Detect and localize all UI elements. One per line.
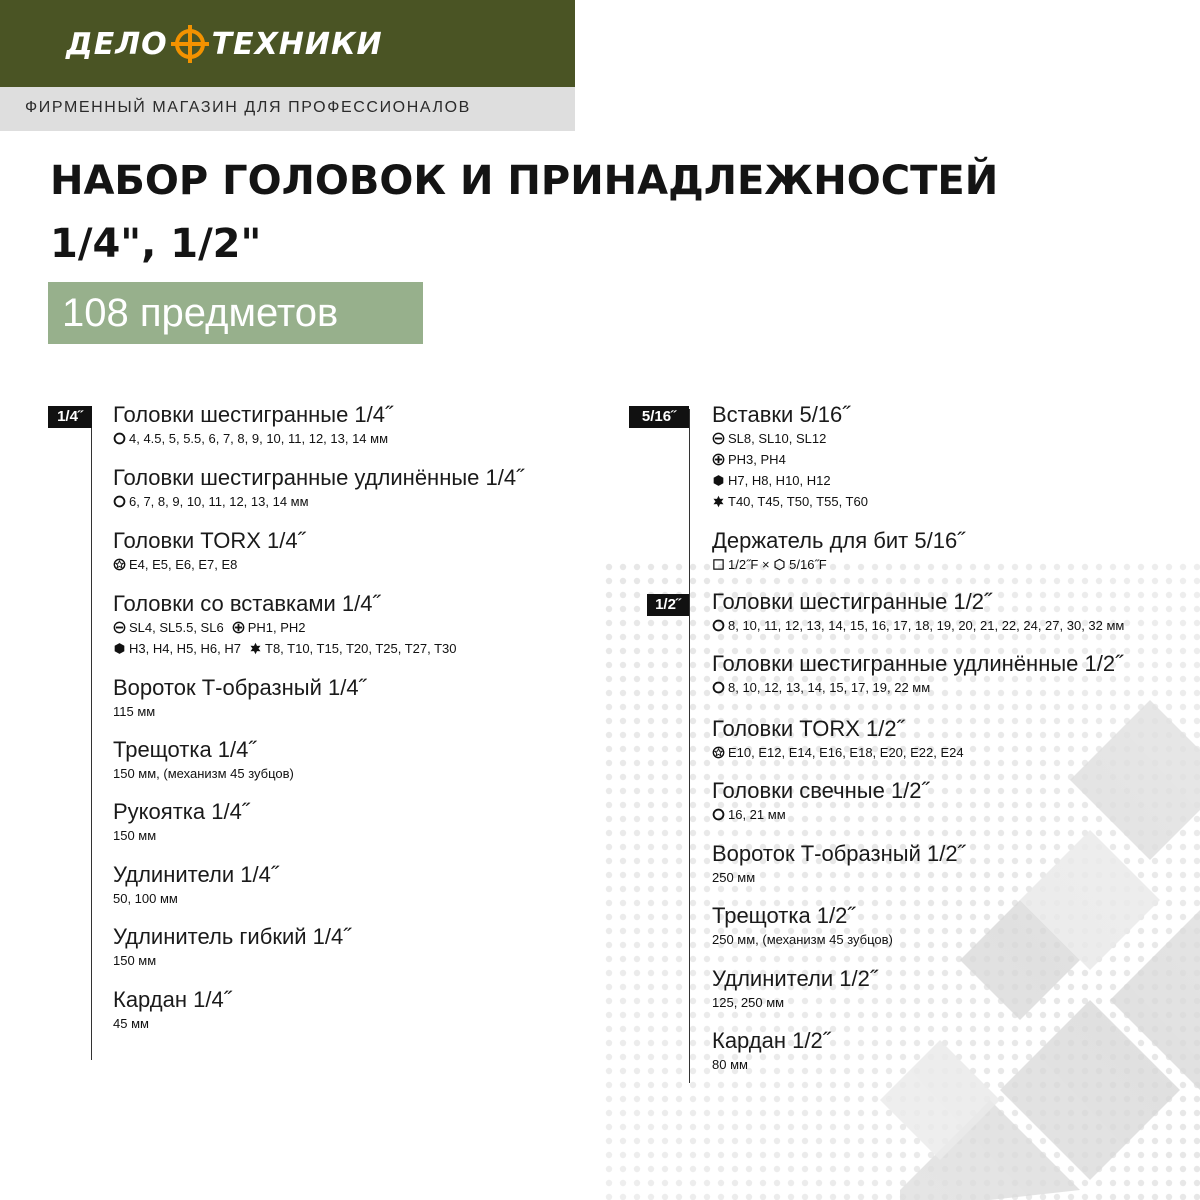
left-item (113, 987, 633, 1034)
item-name: Держатель для бит 5/16˝ (712, 528, 965, 553)
left-column-rule (91, 409, 92, 1060)
brand-tagline: ФИРМЕННЫЙ МАГАЗИН ДЛЯ ПРОФЕССИОНАЛОВ (25, 99, 471, 116)
left-item (113, 737, 633, 784)
item-name: Трещотка 1/2˝ (712, 903, 855, 928)
item-spec-text: 8, 10, 12, 13, 14, 15, 17, 19, 22 мм (728, 680, 931, 695)
hex-socket-icon (712, 619, 725, 632)
item-name: Головки со вставками 1/4˝ (113, 591, 380, 616)
brand-logo[interactable] (66, 22, 383, 66)
item-spec-line (712, 428, 1200, 449)
hex-drive-icon (773, 558, 786, 571)
item-spec-line (712, 491, 1200, 512)
left-item (113, 591, 633, 659)
right-item (712, 903, 1200, 950)
item-name: Головки шестигранные удлинённые 1/2˝ (712, 651, 1123, 676)
item-spec-line (712, 867, 1200, 888)
item-spec-text: 5/16˝F (789, 557, 827, 572)
slotted-icon (113, 621, 126, 634)
left-item (113, 402, 633, 449)
item-spec-text: SL4, SL5.5, SL6 (129, 620, 224, 635)
item-spec-line (712, 554, 1200, 575)
item-spec-line (712, 1054, 1200, 1075)
hex-socket-icon (113, 495, 126, 508)
item-name: Удлинители 1/2˝ (712, 966, 878, 991)
phillips-icon (232, 621, 245, 634)
item-spec-line (113, 950, 633, 971)
item-spec-text: H3, H4, H5, H6, H7 (129, 641, 241, 656)
item-spec-line (113, 638, 633, 659)
item-spec-line (712, 742, 1200, 763)
hex-bit-icon (113, 642, 126, 655)
torx-bit-icon (249, 642, 262, 655)
slotted-icon (712, 432, 725, 445)
left-item (113, 675, 633, 722)
item-spec-line (113, 763, 633, 784)
logo-mark-icon (170, 24, 210, 64)
left-item (113, 862, 633, 909)
item-name: Удлинители 1/4˝ (113, 862, 279, 887)
item-spec-text: 8, 10, 11, 12, 13, 14, 15, 16, 17, 18, 19, 20, 21, 22, 24, 27, 30, 32 мм (728, 618, 1125, 633)
tag-half-inch: 1/2˝ (647, 594, 689, 616)
item-spec-text: 250 мм, (механизм 45 зубцов) (712, 932, 893, 947)
right-item (712, 528, 1200, 575)
torx-socket-icon (712, 746, 725, 759)
item-spec-line (113, 617, 633, 638)
item-spec-line (113, 554, 633, 575)
torx-bit-icon (712, 495, 725, 508)
left-item (113, 799, 633, 846)
item-spec-text: 6, 7, 8, 9, 10, 11, 12, 13, 14 мм (129, 494, 309, 509)
item-spec-line (712, 804, 1200, 825)
item-spec-text: T8, T10, T15, T20, T25, T27, T30 (265, 641, 457, 656)
item-name: Кардан 1/2˝ (712, 1028, 831, 1053)
right-item (712, 716, 1200, 763)
item-spec-text: E4, E5, E6, E7, E8 (129, 557, 238, 572)
item-name: Кардан 1/4˝ (113, 987, 232, 1012)
right-item (712, 841, 1200, 888)
page-title: НАБОР ГОЛОВОК И ПРИНАДЛЕЖНОСТЕЙ 1/4", 1/2" (50, 158, 999, 267)
item-name: Головки шестигранные удлинённые 1/4˝ (113, 465, 524, 490)
item-spec-text: 4, 4.5, 5, 5.5, 6, 7, 8, 9, 10, 11, 12, 13, 14 мм (129, 431, 389, 446)
item-spec-text: PH3, PH4 (728, 452, 786, 467)
item-spec-text: 80 мм (712, 1057, 748, 1072)
item-name: Трещотка 1/4˝ (113, 737, 256, 762)
item-spec-text: 16, 21 мм (728, 807, 786, 822)
item-spec-line (712, 992, 1200, 1013)
item-spec-text: E10, E12, E14, E16, E18, E20, E22, E24 (728, 745, 964, 760)
right-item (712, 1028, 1200, 1075)
item-spec-line (113, 701, 633, 722)
item-name: Головки TORX 1/4˝ (113, 528, 305, 553)
item-spec-text: T40, T45, T50, T55, T60 (728, 494, 868, 509)
item-spec-line (113, 1013, 633, 1034)
hex-socket-icon (113, 432, 126, 445)
tagline-band (0, 87, 575, 131)
right-item (712, 651, 1200, 698)
tag-five-sixteenths: 5/16˝ (629, 406, 689, 428)
item-spec-line (113, 888, 633, 909)
right-item (712, 778, 1200, 825)
item-spec-line (712, 929, 1200, 950)
logo-word-left: ДЕЛО (66, 26, 168, 62)
hex-socket-icon (712, 808, 725, 821)
hex-bit-icon (712, 474, 725, 487)
item-spec-line (712, 449, 1200, 470)
brand-header (0, 0, 575, 87)
item-spec-line (712, 470, 1200, 491)
item-spec-line (113, 825, 633, 846)
phillips-icon (712, 453, 725, 466)
item-spec-text: PH1, PH2 (247, 620, 306, 635)
item-name: Головки TORX 1/2˝ (712, 716, 904, 741)
item-spec-text: 115 мм (113, 704, 156, 719)
item-name: Вставки 5/16˝ (712, 402, 850, 427)
item-spec-text: 50, 100 мм (113, 891, 178, 906)
hex-socket-icon (712, 681, 725, 694)
item-name: Рукоятка 1/4˝ (113, 799, 250, 824)
item-name: Головки шестигранные 1/2˝ (712, 589, 992, 614)
item-spec-text: 150 мм, (механизм 45 зубцов) (113, 766, 294, 781)
item-spec-text: H7, H8, H10, H12 (728, 473, 831, 488)
item-spec-text: SL8, SL10, SL12 (728, 431, 827, 446)
item-spec-line (712, 677, 1200, 698)
item-name: Головки свечные 1/2˝ (712, 778, 929, 803)
tag-quarter-inch: 1/4˝ (48, 406, 92, 428)
right-item (712, 402, 1200, 512)
left-item (113, 924, 633, 971)
right-column-rule (689, 409, 690, 1083)
left-item (113, 528, 633, 575)
item-spec-text: 125, 250 мм (712, 995, 785, 1010)
item-spec-text: 150 мм (113, 953, 157, 968)
right-item (712, 589, 1200, 636)
square-drive-icon (712, 558, 725, 571)
item-spec-line (113, 428, 633, 449)
item-spec-line (113, 491, 633, 512)
item-name: Головки шестигранные 1/4˝ (113, 402, 393, 427)
right-item (712, 966, 1200, 1013)
left-item (113, 465, 633, 512)
item-name: Удлинитель гибкий 1/4˝ (113, 924, 351, 949)
item-name: Вороток Т-образный 1/4˝ (113, 675, 366, 700)
item-spec-text: 250 мм (712, 870, 756, 885)
logo-word-right: ТЕХНИКИ (211, 26, 383, 62)
item-name: Вороток Т-образный 1/2˝ (712, 841, 965, 866)
item-spec-line (712, 615, 1200, 636)
item-spec-text: 45 мм (113, 1016, 149, 1031)
torx-socket-icon (113, 558, 126, 571)
item-spec-text: 1/2˝F × (728, 557, 774, 572)
item-spec-text: 150 мм (113, 828, 157, 843)
item-count-badge: 108 предметов (48, 282, 423, 344)
